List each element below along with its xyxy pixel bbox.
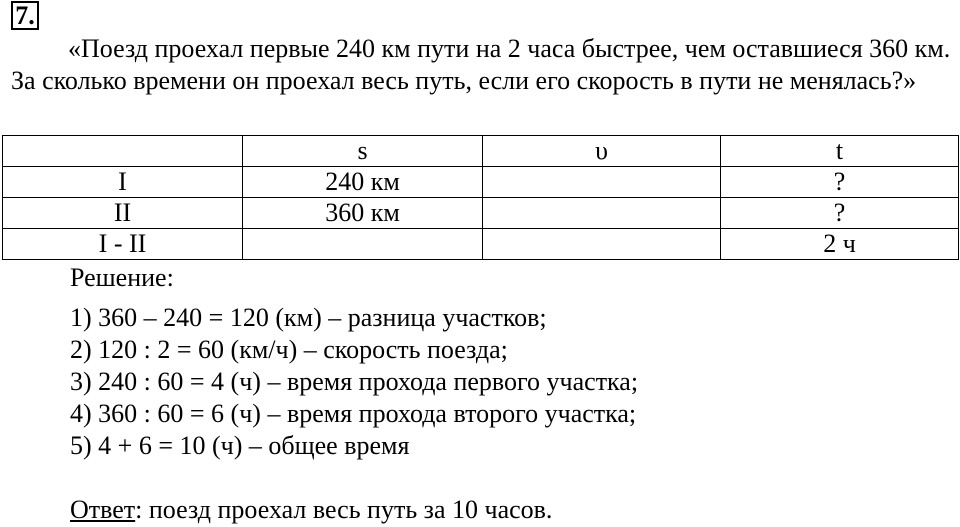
table-cell bbox=[243, 229, 483, 260]
data-table bbox=[2, 135, 959, 260]
table-header-cell: υ bbox=[483, 136, 721, 167]
answer-label: Ответ bbox=[70, 495, 136, 524]
answer-text: : поезд проехал весь путь за 10 часов. bbox=[135, 495, 553, 524]
table-cell: I bbox=[3, 167, 243, 198]
answer-line bbox=[70, 494, 552, 526]
table-row bbox=[3, 198, 959, 229]
solution-block bbox=[70, 262, 638, 462]
solution-step: 3) 240 : 60 = 4 (ч) – время прохода первого участка; bbox=[70, 367, 639, 396]
table-header-row bbox=[3, 136, 959, 167]
problem-text: «Поезд проехал первые 240 км пути на 2 часа быстрее, чем оставшиеся 360 км. За сколько времени он проехал весь путь, если его скорость в пути не менялась?» bbox=[11, 34, 951, 95]
solution-step: 5) 4 + 6 = 10 (ч) – общее время bbox=[70, 431, 410, 460]
table-cell: 2 ч bbox=[721, 229, 959, 260]
table-cell: ? bbox=[721, 198, 959, 229]
table-header-cell bbox=[3, 136, 243, 167]
table-header-cell: t bbox=[721, 136, 959, 167]
table-header-cell: s bbox=[243, 136, 483, 167]
solution-step: 4) 360 : 60 = 6 (ч) – время прохода второго участка; bbox=[70, 399, 637, 428]
task-number: 7. bbox=[11, 1, 39, 30]
table-cell bbox=[483, 167, 721, 198]
table-cell: 240 км bbox=[243, 167, 483, 198]
table-cell: II bbox=[3, 198, 243, 229]
table-cell: I - II bbox=[3, 229, 243, 260]
table-cell: ? bbox=[721, 167, 959, 198]
solution-step: 2) 120 : 2 = 60 (км/ч) – скорость поезда; bbox=[70, 335, 508, 364]
table-cell bbox=[483, 229, 721, 260]
table-cell: 360 км bbox=[243, 198, 483, 229]
solution-step: 1) 360 – 240 = 120 (км) – разница участков; bbox=[70, 303, 547, 332]
table-row bbox=[3, 229, 959, 260]
table-cell bbox=[483, 198, 721, 229]
table-row bbox=[3, 167, 959, 198]
solution-title: Решение: bbox=[70, 263, 174, 292]
